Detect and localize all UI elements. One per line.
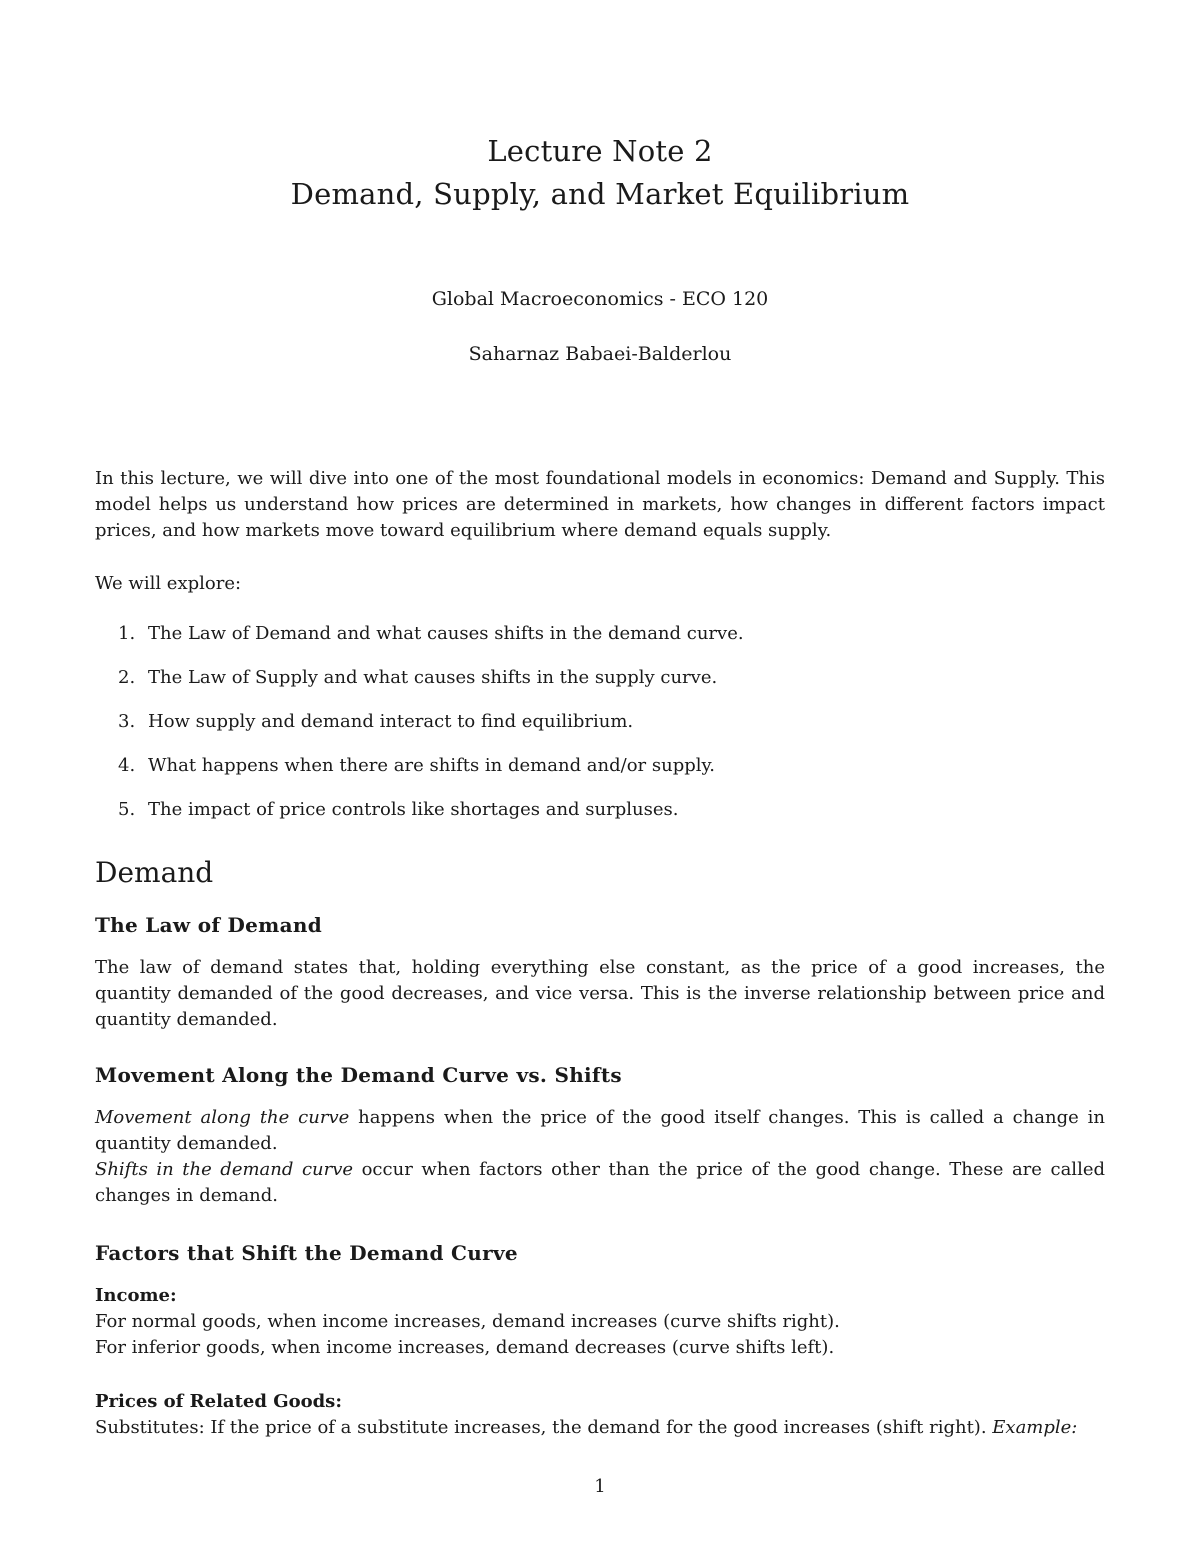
- explore-label: We will explore:: [95, 573, 242, 594]
- movement-description: happens when the price of the good itself changes. This is called a change in quantity demanded.: [95, 1107, 1105, 1154]
- document-subtitle: Demand, Supply, and Market Equilibrium: [290, 177, 910, 211]
- related-goods-label: Prices of Related Goods:: [95, 1391, 342, 1412]
- subsection-heading-movement: Movement Along the Demand Curve vs. Shifts: [95, 1063, 622, 1087]
- substitutes-text: Substitutes: If the price of a substitute increases, the demand for the good increases (shift right).: [95, 1417, 993, 1438]
- list-item-number: 1.: [118, 623, 136, 644]
- list-item-number: 3.: [118, 711, 136, 732]
- topics-list: [118, 621, 1108, 841]
- author-name: Saharnaz Babaei-Balderlou: [468, 343, 732, 365]
- list-item-number: 5.: [118, 799, 136, 820]
- list-item-text: The impact of price controls like shortages and surpluses.: [148, 799, 679, 820]
- list-item: [118, 665, 1108, 709]
- shift-term: Shifts in the demand curve: [95, 1159, 354, 1180]
- list-item-text: The Law of Supply and what causes shifts in the supply curve.: [148, 667, 718, 688]
- list-item: [118, 753, 1108, 797]
- course-name: Global Macroeconomics - ECO 120: [431, 288, 769, 310]
- movement-paragraph: [95, 1105, 1105, 1209]
- list-item-text: How supply and demand interact to find equilibrium.: [148, 711, 634, 732]
- list-item-text: The Law of Demand and what causes shifts in the demand curve.: [148, 623, 744, 644]
- list-item-text: What happens when there are shifts in demand and/or supply.: [148, 755, 716, 776]
- income-label: Income:: [95, 1285, 177, 1306]
- subsection-heading-law-of-demand: The Law of Demand: [95, 913, 323, 937]
- income-text: [95, 1309, 1105, 1361]
- income-inferior-goods: For inferior goods, when income increases, demand decreases (curve shifts left).: [95, 1337, 835, 1358]
- list-item-number: 4.: [118, 755, 136, 776]
- related-goods-text: [95, 1415, 1105, 1441]
- shift-description: occur when factors other than the price of the good change. These are called changes in demand.: [95, 1159, 1105, 1206]
- example-label: Example:: [992, 1417, 1078, 1438]
- intro-paragraph: In this lecture, we will dive into one of the most foundational models in economics: Demand and Supply. This model helps us understand how prices are determined in markets, how changes in different factors impact prices, and how markets move toward equilibrium where demand equals supply.: [95, 468, 1105, 541]
- movement-term: Movement along the curve: [95, 1107, 350, 1128]
- list-item: [118, 621, 1108, 665]
- income-normal-goods: For normal goods, when income increases, demand increases (curve shifts right).: [95, 1311, 840, 1332]
- list-item: [118, 709, 1108, 753]
- page-number: 1: [594, 1476, 606, 1497]
- law-of-demand-paragraph: The law of demand states that, holding everything else constant, as the price of a good increases, the quantity demanded of the good decreases, and vice versa. This is the inverse relationship between price and quantity demanded.: [95, 957, 1105, 1030]
- section-heading-demand: Demand: [95, 856, 214, 889]
- document-title: Lecture Note 2: [487, 134, 713, 168]
- subsection-heading-factors: Factors that Shift the Demand Curve: [95, 1241, 518, 1265]
- list-item: [118, 797, 1108, 841]
- list-item-number: 2.: [118, 667, 136, 688]
